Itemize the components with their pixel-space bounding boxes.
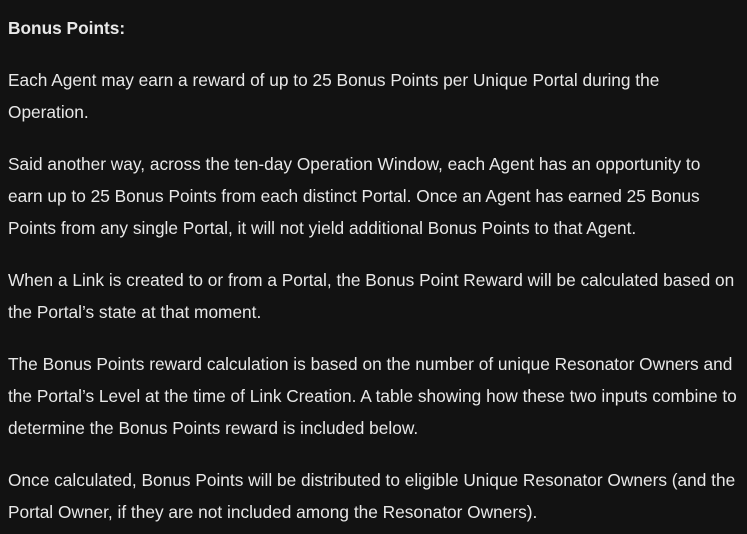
section-heading: Bonus Points: (8, 18, 126, 38)
document-body (8, 12, 738, 528)
paragraph-operation-window: Said another way, across the ten-day Operation Window, each Agent has an opportunity to earn up to 25 Bonus Points from each distinct Portal. Once an Agent has earned 25 Bonus Points from any single Portal, it will not yield additional Bonus Points to that Agent. (8, 154, 701, 238)
paragraph-reward-limit: Each Agent may earn a reward of up to 25 Bonus Points per Unique Portal during the Operation. (8, 70, 660, 122)
paragraph-distribution: Once calculated, Bonus Points will be distributed to eligible Unique Resonator Owners (and the Portal Owner, if they are not included among the Resonator Owners). (8, 470, 736, 522)
paragraph-reward-calculation: The Bonus Points reward calculation is based on the number of unique Resonator Owners and the Portal’s Level at the time of Link Creation. A table showing how these two inputs combine to determine the Bonus Points reward is included below. (8, 354, 737, 438)
paragraph-link-creation: When a Link is created to or from a Portal, the Bonus Point Reward will be calculated based on the Portal’s state at that moment. (8, 270, 735, 322)
